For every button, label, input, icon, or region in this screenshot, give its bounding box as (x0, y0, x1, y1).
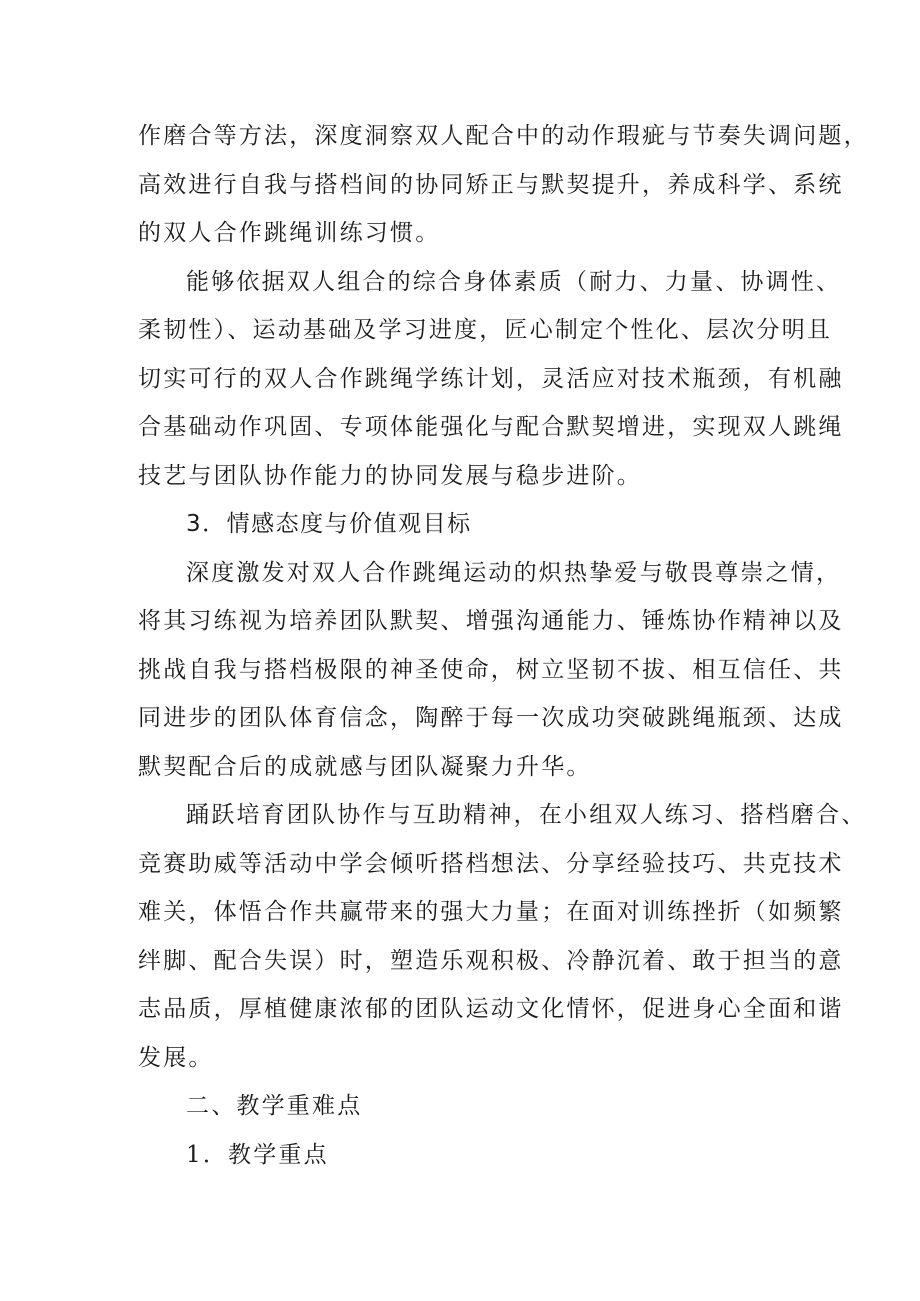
text-line: 发展。 (138, 1044, 214, 1071)
heading-text: 二、教学重难点 (186, 1093, 363, 1119)
text-line: 作磨合等方法，深度洞察双人配合中的动作瑕疵与节奏失调问题， (138, 123, 869, 149)
paragraph-physical-plan (138, 258, 844, 501)
text-line: 志品质，厚植健康浓郁的团队运动文化情怀，促进身心全面和谐 (138, 996, 844, 1022)
text-line: 同进步的团队体育信念，陶醉于每一次成功突破跳绳瓶颈、达成 (138, 705, 844, 731)
text-line: 难关，体悟合作共赢带来的强大力量；在面对训练挫折（如频繁 (138, 899, 844, 925)
paragraph-teamwork (138, 791, 867, 1082)
text-line: 能够依据双人组合的综合身体素质（耐力、力量、协调性、 (186, 268, 842, 295)
heading-text: 1．教学重点 (186, 1141, 329, 1168)
text-line: 合基础动作巩固、专项体能强化与配合默契增进，实现双人跳绳 (138, 414, 844, 440)
text-line: 高效进行自我与搭档间的协同矫正与默契提升，养成科学、系统 (138, 171, 844, 198)
text-line: 柔韧性）、运动基础及学习进度，匠心制定个性化、层次分明且 (138, 317, 833, 343)
paragraph-passion (138, 549, 844, 792)
section-heading-emotion-goals (138, 500, 790, 549)
text-line: 将其习练视为培养团队默契、增强沟通能力、锤炼协作精神以及 (138, 608, 844, 634)
text-line: 绊脚、配合失误）时，塑造乐观积极、冷静沉着、敢于担当的意 (138, 947, 844, 974)
document-body (138, 112, 869, 1179)
heading-text: 3．情感态度与价值观目标 (186, 511, 472, 537)
section-heading-key-points (138, 1082, 790, 1131)
text-line: 挑战自我与搭档极限的神圣使命，树立坚韧不拔、相互信任、共 (138, 656, 844, 683)
subsection-heading-teaching-focus (138, 1131, 790, 1180)
text-line: 深度激发对双人合作跳绳运动的炽热挚爱与敬畏尊崇之情， (186, 559, 842, 586)
text-line: 踊跃培育团队协作与互助精神，在小组双人练习、搭档磨合、 (186, 802, 867, 828)
text-line: 技艺与团队协作能力的协同发展与稳步进阶。 (138, 462, 642, 489)
text-line: 切实可行的双人合作跳绳学练计划，灵活应对技术瓶颈，有机融 (138, 365, 844, 392)
paragraph-continuation (138, 112, 869, 258)
text-line: 竞赛助威等活动中学会倾听搭档想法、分享经验技巧、共克技术 (138, 850, 844, 877)
text-line: 的双人合作跳绳训练习惯。 (138, 220, 441, 246)
text-line: 默契配合后的成就感与团队凝聚力升华。 (138, 753, 592, 780)
